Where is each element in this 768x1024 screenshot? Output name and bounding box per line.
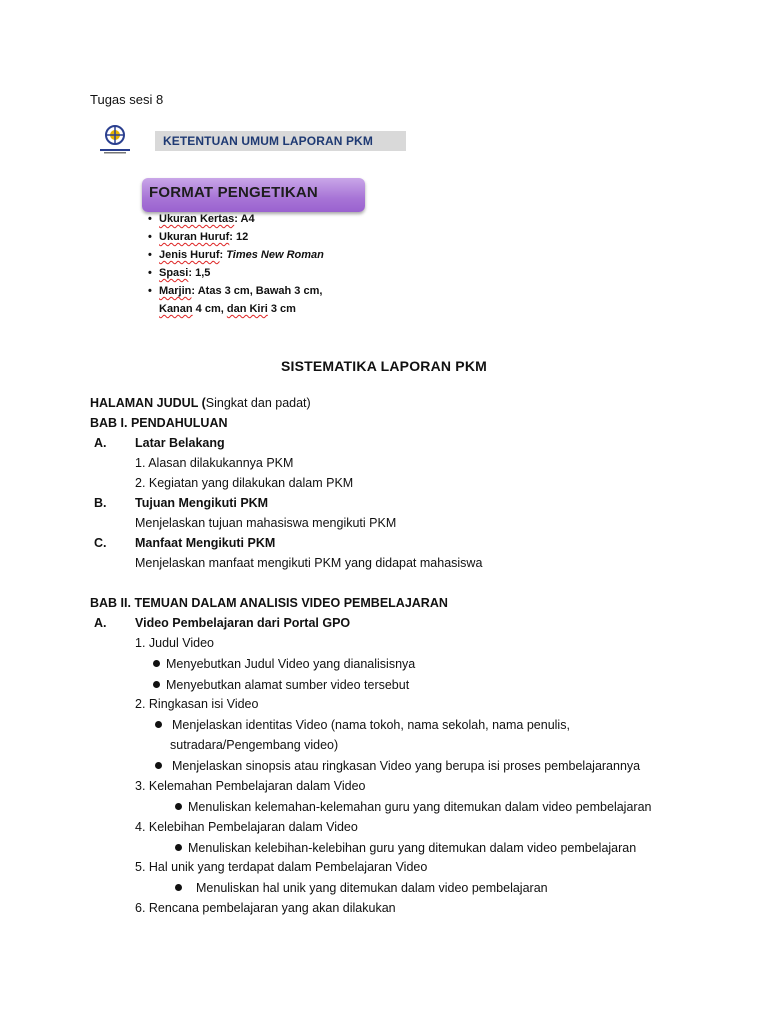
list-item: Menuliskan kelebihan-kelebihan guru yang ditemukan dalam video pembelajaran (175, 838, 636, 858)
section-heading: Latar Belakang (135, 436, 225, 450)
chapter-2-heading: BAB II. TEMUAN DALAM ANALISIS VIDEO PEMBELAJARAN (90, 596, 448, 610)
list-item: Menyebutkan alamat sumber video tersebut (153, 675, 409, 695)
title-page-heading: HALAMAN JUDUL (Singkat dan padat) (90, 396, 311, 410)
format-list (148, 210, 324, 318)
university-logo-icon (96, 122, 134, 156)
section-letter: B. (94, 496, 107, 510)
list-item: Menuliskan hal unik yang ditemukan dalam video pembelajaran (175, 878, 548, 898)
list-item: 1. Judul Video (135, 636, 214, 650)
format-title: FORMAT PENGETIKAN (149, 184, 318, 201)
list-item-continuation: sutradara/Pengembang video) (170, 738, 339, 752)
section-heading: Video Pembelajaran dari Portal GPO (135, 616, 351, 630)
list-item: Menjelaskan tujuan mahasiswa mengikuti PKM (135, 516, 397, 530)
list-item: • Jenis Huruf: Times New Roman (148, 249, 324, 261)
format-title-box (142, 178, 365, 212)
list-item: 6. Rencana pembelajaran yang akan dilakukan (135, 901, 396, 915)
section-title: SISTEMATIKA LAPORAN PKM (280, 358, 488, 374)
list-item: • Spasi: 1,5 (148, 267, 211, 279)
list-item: 2. Kegiatan yang dilakukan dalam PKM (135, 476, 354, 490)
section-letter: A. (94, 436, 107, 450)
list-item: • Marjin: Atas 3 cm, Bawah 3 cm, (148, 285, 323, 297)
list-item: Menjelaskan identitas Video (nama tokoh, nama sekolah, nama penulis, (155, 715, 570, 735)
list-item: 3. Kelemahan Pembelajaran dalam Video (135, 779, 366, 793)
list-item: 2. Ringkasan isi Video (135, 697, 259, 711)
bullet-icon (155, 762, 162, 769)
list-item: 5. Hal unik yang terdapat dalam Pembelajaran Video (135, 860, 428, 874)
list-item: Menjelaskan manfaat mengikuti PKM yang didapat mahasiswa (135, 556, 483, 570)
banner-title: KETENTUAN UMUM LAPORAN PKM (155, 131, 406, 151)
section-letter: A. (94, 616, 107, 630)
bullet-icon (175, 884, 182, 891)
section-letter: C. (94, 536, 107, 550)
chapter-1-heading: BAB I. PENDAHULUAN (90, 416, 228, 430)
bullet-icon (175, 803, 182, 810)
bullet-icon (175, 844, 182, 851)
list-item: Menuliskan kelemahan-kelemahan guru yang ditemukan dalam video pembelajaran (175, 797, 651, 817)
list-item: • Ukuran Huruf: 12 (148, 231, 249, 243)
list-item: Kanan 4 cm, dan Kiri 3 cm (159, 303, 296, 315)
section-heading: Manfaat Mengikuti PKM (135, 536, 276, 550)
section-heading: Tujuan Mengikuti PKM (135, 496, 269, 510)
list-item: 4. Kelebihan Pembelajaran dalam Video (135, 820, 358, 834)
bullet-icon (153, 660, 160, 667)
list-item: Menyebutkan Judul Video yang dianalisisnya (153, 654, 415, 674)
bullet-icon (155, 721, 162, 728)
list-item: 1. Alasan dilakukannya PKM (135, 456, 294, 470)
list-item: Menjelaskan sinopsis atau ringkasan Video yang berupa isi proses pembelajarannya (155, 756, 640, 776)
list-item: • Ukuran Kertas: A4 (148, 213, 255, 225)
bullet-icon (153, 681, 160, 688)
document-heading: Tugas sesi 8 (90, 92, 164, 107)
